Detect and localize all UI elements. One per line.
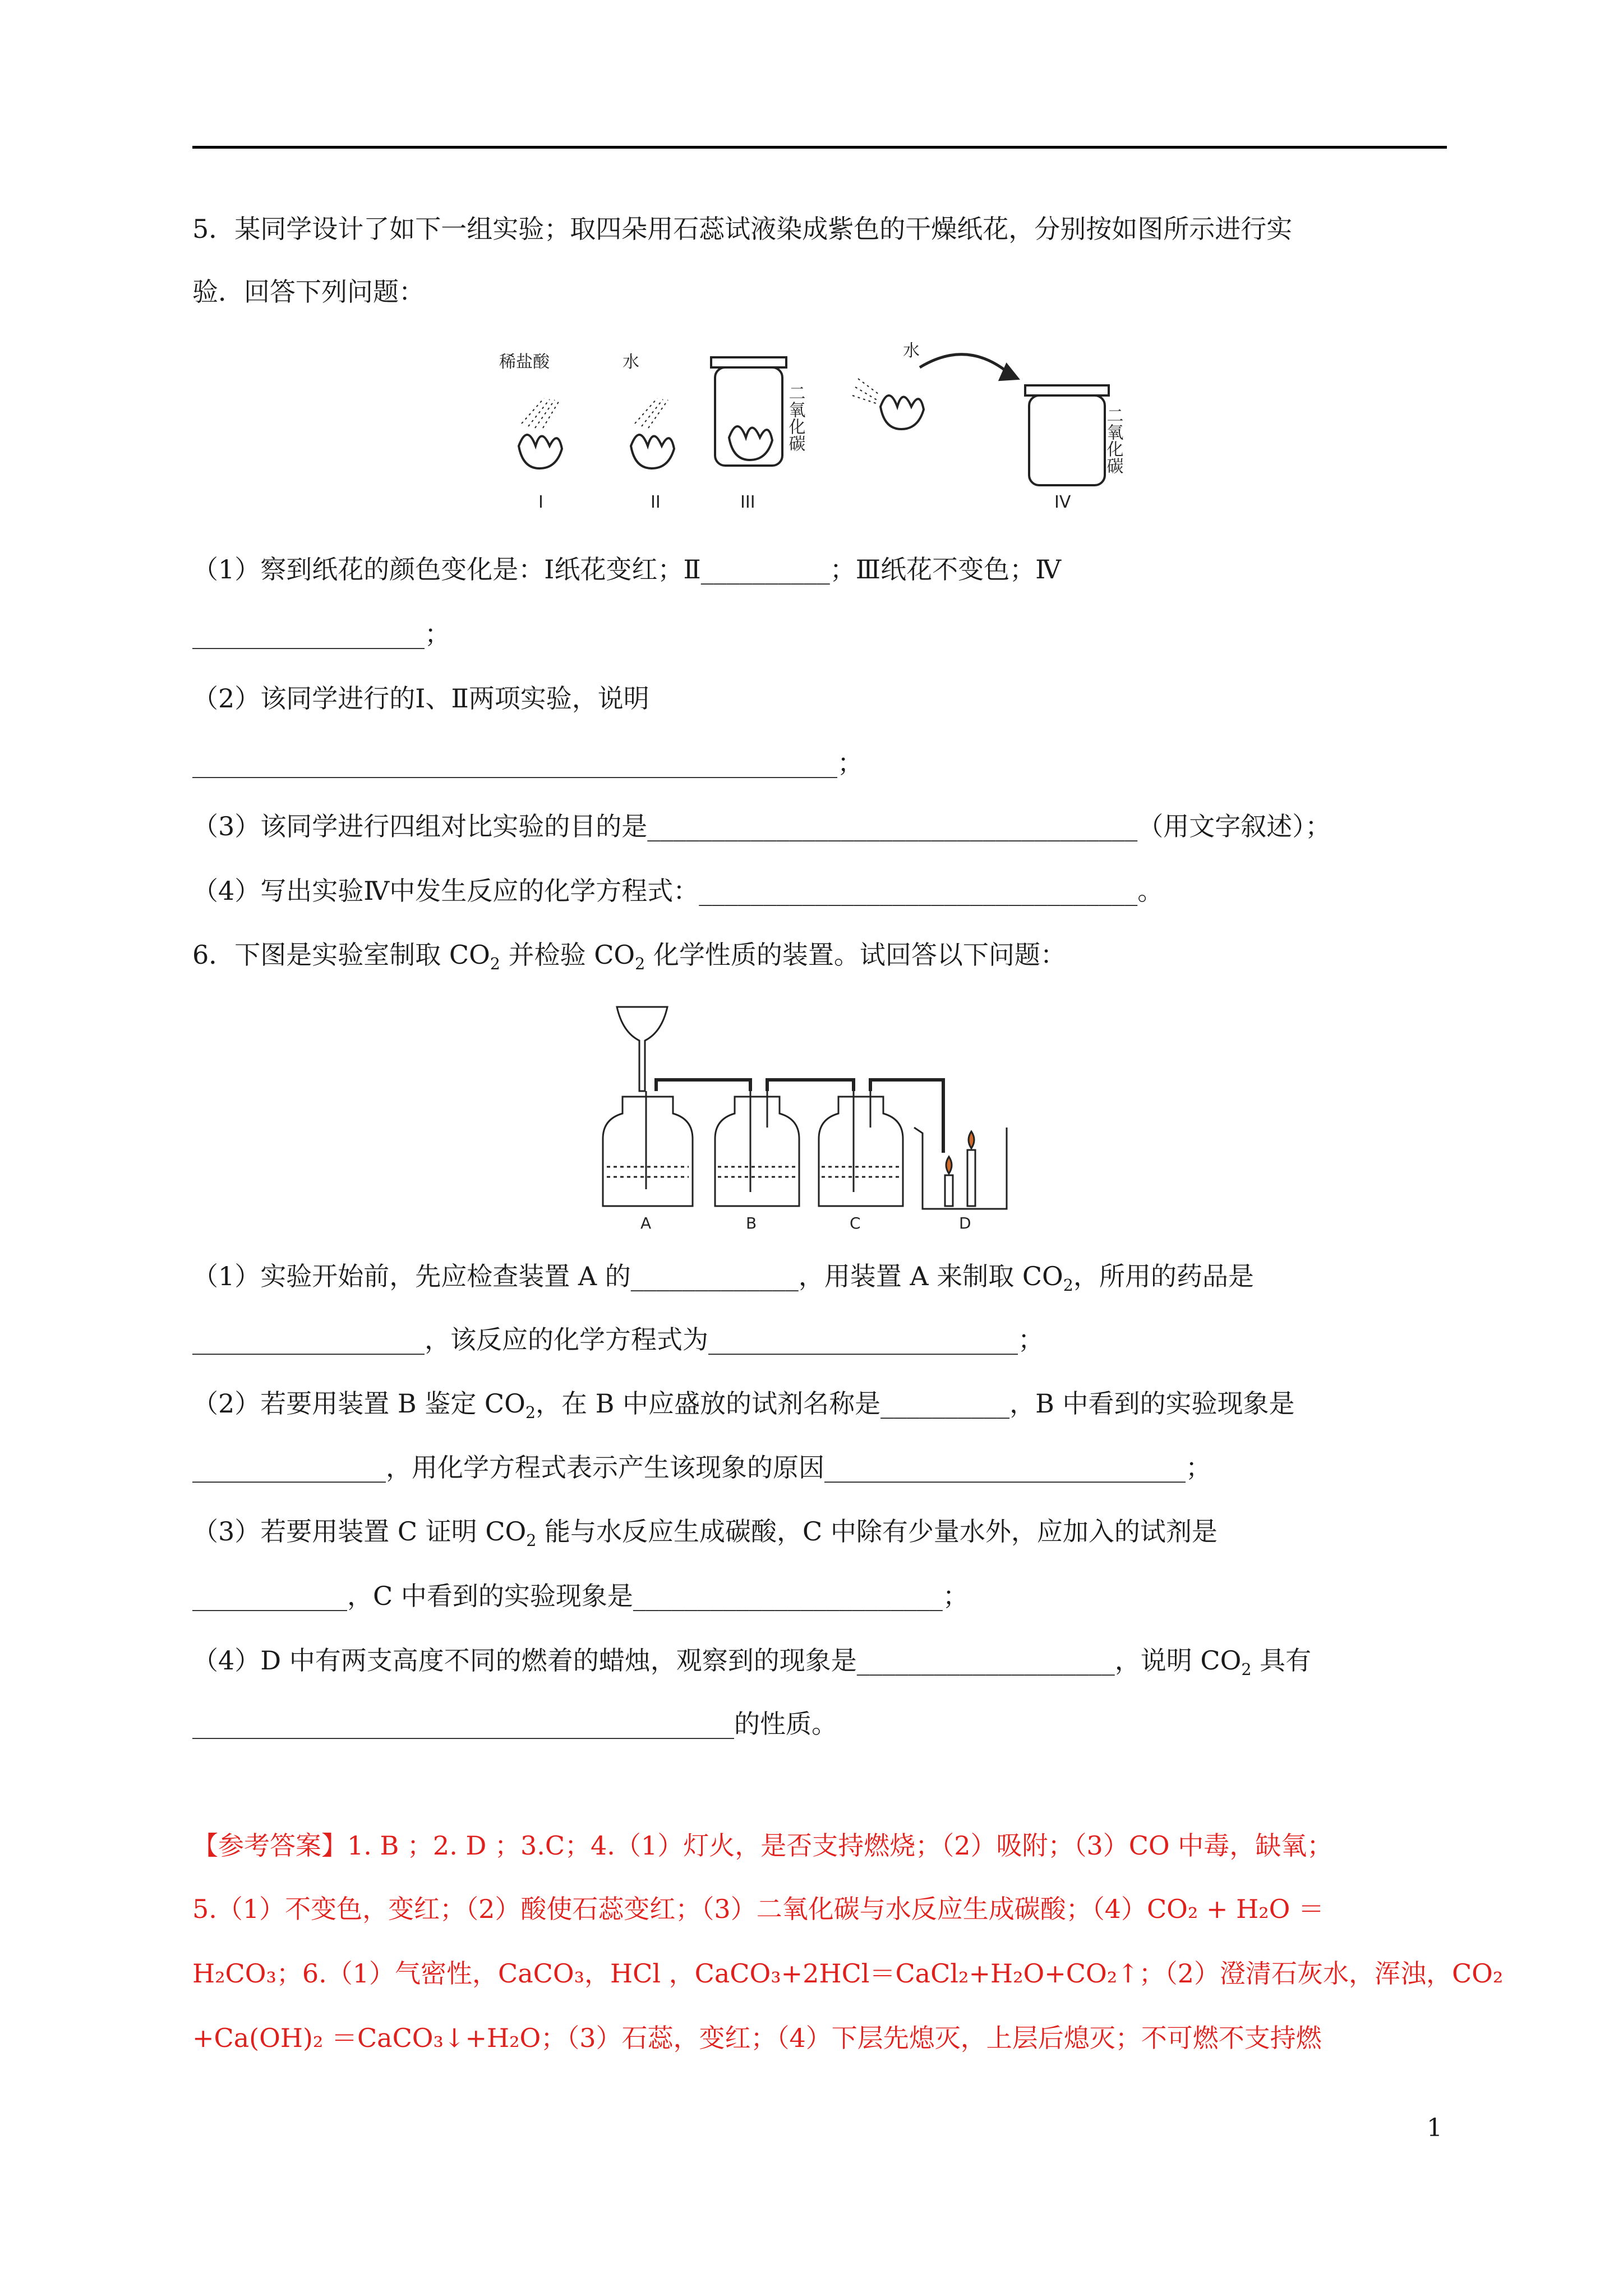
header-rule (192, 146, 1447, 149)
bottle-b-icon (715, 1097, 799, 1206)
page-number: 1 (1427, 2114, 1442, 2142)
q6-part4-line2: __________________________________________的性质。 (192, 1709, 837, 1739)
arrow-icon (920, 355, 1015, 379)
label-c: C (850, 1214, 861, 1232)
q6-part2-line2: _______________，用化学方程式表示产生该现象的原因____________________________； (192, 1452, 1211, 1483)
flame-icon-low (946, 1157, 952, 1174)
q6-part1-line1: （1）实验开始前，先应检查装置 A 的_____________，用装置 A 来制取 $CO_2$，所用的药品是 (192, 1261, 1254, 1295)
label-co2-4: 二氧化碳 (1103, 407, 1123, 474)
q5-flower-figure (488, 334, 1161, 519)
q6-part4-line1: （4）D 中有两支高度不同的燃着的蜡烛，观察到的现象是____________________，说明 $CO_2$ 具有 (192, 1645, 1312, 1680)
bottle-a-icon (603, 1097, 693, 1206)
answer-line3: H₂CO₃；6.（1）气密性，CaCO₃，HCl ，CaCO₃+2HCl＝CaCl₂+H₂O+CO₂↑；（2）澄清石灰水，浑浊，CO₂ (192, 1958, 1504, 1989)
q5-part3: （3）该同学进行四组对比实验的目的是______________________________________（用文字叙述）； (192, 811, 1331, 841)
q5-part2-line2: __________________________________________________； (192, 748, 863, 778)
label-acid: 稀盐酸 (499, 352, 550, 372)
answer-line1: 【参考答案】1. B ；2. D ；3.C；4.（1）灯火，是否支持燃烧；（2）吸附；（3）CO 中毒，缺氧； (192, 1830, 1333, 1861)
q5-part1-line2: __________________； (192, 619, 450, 649)
roman-2: II (651, 493, 661, 512)
q6-part2-line1: （2）若要用装置 B 鉴定 $CO_2$，在 B 中应盛放的试剂名称是__________，B 中看到的实验现象是 (192, 1388, 1295, 1423)
flower-icon-2 (631, 435, 674, 468)
q5-stem-line1: 5．某同学设计了如下一组实验；取四朵用石蕊试液染成紫色的干燥纸花，分别按如图所示进行实 (192, 214, 1293, 244)
bottle-c-icon (819, 1097, 903, 1206)
answer-line2: 5.（1）不变色，变红；（2）酸使石蕊变红；（3）二氧化碳与水反应生成碳酸；（4）CO₂ + H₂O ＝ (192, 1894, 1324, 1924)
label-d: D (959, 1214, 971, 1232)
jar-icon-4 (1029, 395, 1105, 485)
q5-part4: （4）写出实验Ⅳ中发生反应的化学方程式：__________________________________。 (192, 876, 1164, 906)
label-b: B (746, 1214, 757, 1232)
flower-icon-4 (880, 395, 924, 429)
q5-stem-line2: 验．回答下列问题： (192, 277, 425, 307)
label-water-2: 水 (623, 352, 639, 372)
q5-part1-line1: （1）察到纸花的颜色变化是：Ⅰ纸花变红；Ⅱ__________；Ⅲ纸花不变色；Ⅳ (192, 554, 1062, 585)
roman-3: III (740, 493, 755, 512)
flower-icon-3 (729, 426, 772, 460)
roman-4: IV (1054, 493, 1071, 512)
label-co2-3: 二氧化碳 (785, 384, 805, 452)
answer-line4: +Ca(OH)₂ ＝CaCO₃↓+H₂O；（3）石蕊，变红；（4）下层先熄灭，上层后熄灭；不可燃不支持燃 (192, 2023, 1322, 2053)
flower-icon-1 (519, 435, 562, 468)
roman-1: I (538, 493, 543, 512)
q5-part2-line1: （2）该同学进行的Ⅰ、Ⅱ两项实验，说明 (192, 683, 649, 714)
beaker-d-icon (914, 1128, 1007, 1209)
jar-icon-3 (715, 367, 782, 466)
q6-part3-line2: ____________，C 中看到的实验现象是________________________； (192, 1581, 969, 1611)
label-water-4: 水 (903, 341, 920, 361)
label-a: A (640, 1214, 652, 1232)
flame-icon-high (969, 1131, 974, 1148)
q6-part3-line1: （3）若要用装置 C 证明 $CO_2$ 能与水反应生成碳酸，C 中除有少量水外，应加入的试剂是 (192, 1516, 1218, 1550)
q6-apparatus-figure (600, 999, 1049, 1234)
q6-stem: 6．下图是实验室制取 $CO_2$ 并检验 $CO_2$ 化学性质的装置。试回答以下问题： (192, 940, 1066, 974)
q6-part1-line2: __________________，该反应的化学方程式为________________________； (192, 1324, 1044, 1355)
